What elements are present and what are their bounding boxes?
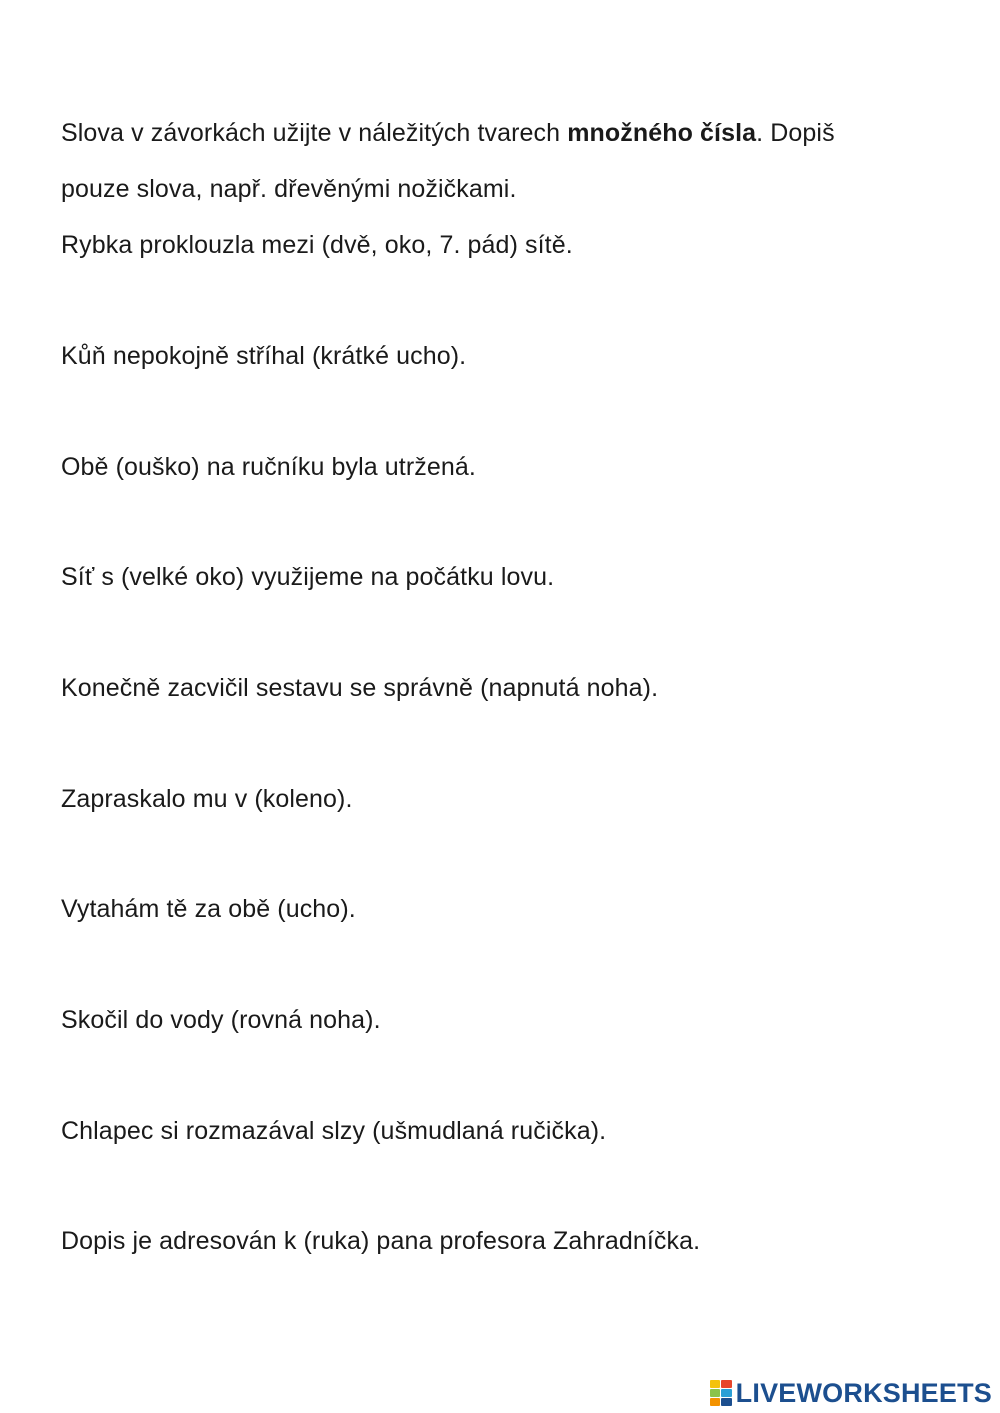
instruction-emphasis: množného čísla bbox=[567, 119, 757, 147]
sentence-10: Dopis je adresován k (ruka) pana profesora Zahradníčka. bbox=[61, 1227, 701, 1255]
brand-name: LIVEWORKSHEETS bbox=[735, 1377, 992, 1408]
sentence-5: Konečně zacvičil sestavu se správně (napnutá noha). bbox=[61, 674, 659, 702]
sentence-2: Kůň nepokojně stříhal (krátké ucho). bbox=[61, 342, 467, 370]
instruction-line-2: pouze slova, např. dřevěnými nožičkami. bbox=[61, 175, 517, 203]
instruction-line-1 bbox=[61, 118, 835, 148]
liveworksheets-logo-icon bbox=[710, 1380, 732, 1406]
sentence-8: Skočil do vody (rovná noha). bbox=[61, 1006, 381, 1034]
liveworksheets-logo bbox=[710, 1377, 992, 1409]
sentence-1: Rybka proklouzla mezi (dvě, oko, 7. pád) sítě. bbox=[61, 231, 573, 259]
sentence-4: Síť s (velké oko) využijeme na počátku lovu. bbox=[61, 563, 555, 591]
instruction-text-end: . Dopiš bbox=[756, 119, 835, 147]
sentence-3: Obě (ouško) na ručníku byla utržená. bbox=[61, 453, 476, 481]
instruction-text: Slova v závorkách užijte v náležitých tvarech bbox=[61, 119, 568, 147]
sentence-6: Zapraskalo mu v (koleno). bbox=[61, 785, 353, 813]
sentence-7: Vytahám tě za obě (ucho). bbox=[61, 895, 356, 923]
sentence-9: Chlapec si rozmazával slzy (ušmudlaná ručička). bbox=[61, 1117, 607, 1145]
